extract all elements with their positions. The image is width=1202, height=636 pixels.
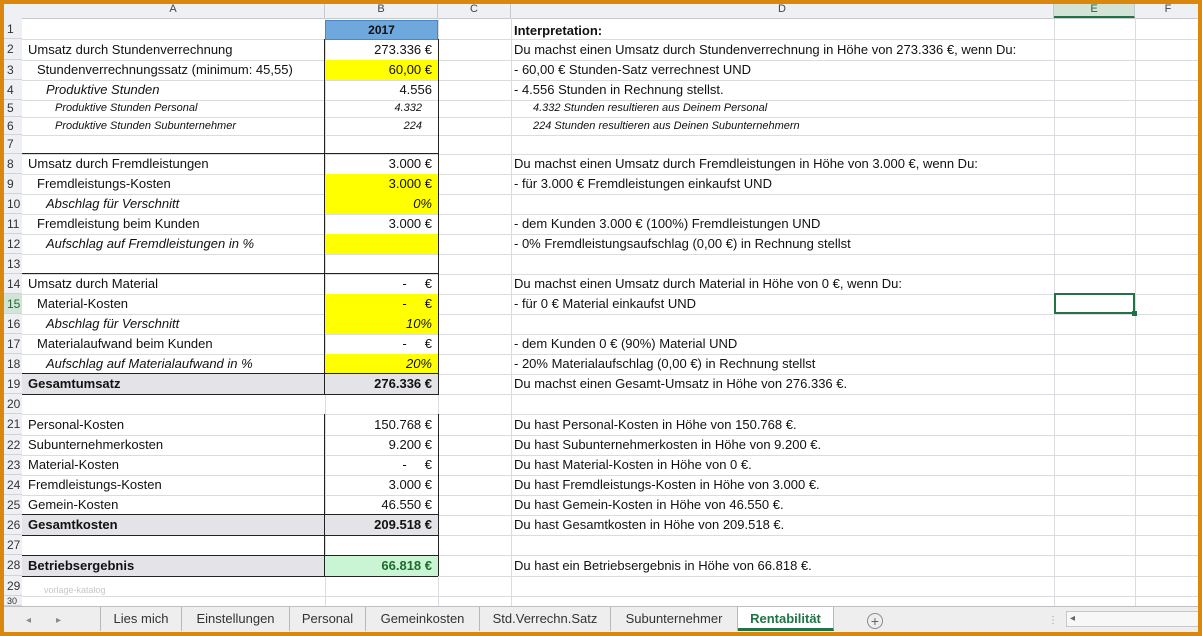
sheet-tab-lies-mich[interactable]: Lies mich [100, 607, 182, 631]
row-header[interactable]: 28 [0, 555, 22, 576]
cell-a26[interactable]: Gesamtkosten [28, 517, 118, 532]
cell-a5[interactable]: Produktive Stunden Personal [55, 102, 198, 114]
sheet-tab-einstellungen[interactable]: Einstellungen [182, 607, 290, 631]
row-header[interactable]: 23 [0, 455, 22, 475]
row-header[interactable]: 16 [0, 314, 22, 334]
cell-d19[interactable]: Du machst einen Gesamt-Umsatz in Höhe von 276.336 €. [514, 376, 848, 391]
cell-b2[interactable]: 273.336 € [374, 42, 432, 57]
row-header[interactable]: 19 [0, 374, 22, 394]
cell-a6[interactable]: Produktive Stunden Subunternehmer [55, 120, 237, 132]
cell-a25[interactable]: Gemein-Kosten [28, 497, 119, 512]
cell-b6[interactable]: 224 [403, 120, 422, 132]
cell-d21[interactable]: Du hast Personal-Kosten in Höhe von 150.768 €. [514, 417, 797, 432]
row-header[interactable]: 27 [0, 535, 22, 555]
cell-b11[interactable]: 3.000 € [388, 216, 432, 231]
cell-b10[interactable]: 0% [413, 196, 432, 211]
column-header-c[interactable]: C [438, 0, 511, 18]
tab-splitter-icon[interactable]: ⋮ [1048, 615, 1058, 626]
cell-b15[interactable]: - € [402, 296, 432, 311]
column-header-f[interactable]: F [1135, 0, 1202, 18]
cell-a24[interactable]: Fremdleistungs-Kosten [28, 477, 162, 492]
cell-a23[interactable]: Material-Kosten [28, 457, 120, 472]
cell-b8[interactable]: 3.000 € [388, 156, 432, 171]
cell-b14[interactable]: - € [402, 276, 432, 291]
cell-d4[interactable]: - 4.556 Stunden in Rechnung stellst. [514, 82, 724, 97]
cell-b3[interactable]: 60,00 € [388, 62, 432, 77]
row-header[interactable]: 9 [0, 174, 22, 194]
cell-d3[interactable]: - 60,00 € Stunden-Satz verrechnest UND [514, 62, 752, 77]
row-header[interactable]: 29 [0, 576, 22, 596]
row-header[interactable]: 26 [0, 515, 22, 535]
cell-a8[interactable]: Umsatz durch Fremdleistungen [28, 156, 209, 171]
row-header[interactable]: 1 [0, 19, 22, 39]
row-header[interactable]: 4 [0, 80, 22, 100]
row-header[interactable]: 13 [0, 254, 22, 274]
cell-a17[interactable]: Materialaufwand beim Kunden [37, 336, 213, 351]
row-header[interactable]: 8 [0, 154, 22, 174]
cell-a21[interactable]: Personal-Kosten [28, 417, 125, 432]
cell-b18[interactable]: 20% [405, 356, 432, 371]
cell-d25[interactable]: Du hast Gemein-Kosten in Höhe von 46.550 €. [514, 497, 784, 512]
row-header[interactable]: 14 [0, 274, 22, 294]
sheet-tab-gemeinkosten[interactable]: Gemeinkosten [366, 607, 480, 631]
cell-a22[interactable]: Subunternehmerkosten [28, 437, 164, 452]
row-header[interactable]: 18 [0, 354, 22, 374]
cell-d1[interactable]: Interpretation: [514, 23, 603, 38]
cell-a18[interactable]: Aufschlag auf Materialaufwand in % [46, 356, 253, 371]
cell-d14[interactable]: Du machst einen Umsatz durch Material in Höhe von 0 €, wenn Du: [514, 276, 903, 291]
cell-b4[interactable]: 4.556 [399, 82, 432, 97]
cell-d12[interactable]: - 0% Fremdleistungsaufschlag (0,00 €) in Rechnung stellst [514, 236, 851, 251]
cell-b25[interactable]: 46.550 € [381, 497, 432, 512]
row-header[interactable]: 2 [0, 39, 22, 60]
column-header-b[interactable]: B [325, 0, 438, 18]
sheet-tab-personal[interactable]: Personal [290, 607, 366, 631]
cell-d23[interactable]: Du hast Material-Kosten in Höhe von 0 €. [514, 457, 752, 472]
cell-d18[interactable]: - 20% Materialaufschlag (0,00 €) in Rechnung stellst [514, 356, 816, 371]
sheet-tab-subunternehmer[interactable]: Subunternehmer [611, 607, 738, 631]
cell-a11[interactable]: Fremdleistung beim Kunden [37, 216, 200, 231]
tab-scroll-left-icon[interactable]: ◂ [26, 615, 32, 626]
cell-d6[interactable]: 224 Stunden resultieren aus Deinen Subunternehmern [533, 120, 800, 132]
row-header[interactable]: 5 [0, 100, 22, 117]
cell-d26[interactable]: Du hast Gesamtkosten in Höhe von 209.518 €. [514, 517, 785, 532]
cell-b17[interactable]: - € [402, 336, 432, 351]
cell-b19[interactable]: 276.336 € [374, 376, 432, 391]
cell-d2[interactable]: Du machst einen Umsatz durch Stundenverrechnung in Höhe von 273.336 €, wenn Du: [514, 42, 1017, 57]
cell-b9[interactable]: 3.000 € [388, 176, 432, 191]
cell-a15[interactable]: Material-Kosten [37, 296, 129, 311]
cell-a9[interactable]: Fremdleistungs-Kosten [37, 176, 171, 191]
cell-a2[interactable]: Umsatz durch Stundenverrechnung [28, 42, 233, 57]
watermark-text: vorlage-katalog [44, 585, 106, 595]
scroll-left-icon[interactable]: ◂ [1070, 613, 1076, 624]
cell-a14[interactable]: Umsatz durch Material [28, 276, 159, 291]
row-header[interactable]: 12 [0, 234, 22, 254]
cell-b22[interactable]: 9.200 € [388, 437, 432, 452]
cell-b28[interactable]: 66.818 € [381, 558, 432, 573]
row-header[interactable]: 10 [0, 194, 22, 214]
row-header[interactable]: 30 [0, 596, 22, 606]
column-header-a[interactable]: A [22, 0, 325, 18]
cell-a16[interactable]: Abschlag für Verschnitt [46, 316, 180, 331]
add-sheet-icon[interactable]: + [867, 613, 883, 629]
cell-d28[interactable]: Du hast ein Betriebsergebnis in Höhe von 66.818 €. [514, 558, 812, 573]
cell-b5[interactable]: 4.332 [394, 102, 422, 114]
column-header-d[interactable]: D [511, 0, 1054, 18]
row-header-selected[interactable]: 15 [0, 294, 22, 314]
cell-d17[interactable]: - dem Kunden 0 € (90%) Material UND [514, 336, 738, 351]
cell-b26[interactable]: 209.518 € [374, 517, 432, 532]
cell-a12[interactable]: Aufschlag auf Fremdleistungen in % [46, 236, 255, 251]
row-header[interactable]: 25 [0, 495, 22, 515]
cell-d5[interactable]: 4.332 Stunden resultieren aus Deinem Personal [533, 102, 768, 114]
row-header[interactable]: 6 [0, 117, 22, 135]
row-header[interactable]: 3 [0, 60, 22, 80]
cell-a28[interactable]: Betriebsergebnis [28, 558, 135, 573]
row-header[interactable]: 21 [0, 414, 22, 435]
row-header[interactable]: 22 [0, 435, 22, 455]
cell-b23[interactable]: - € [402, 457, 432, 472]
row-header[interactable]: 20 [0, 394, 22, 414]
cell-a19[interactable]: Gesamtumsatz [28, 376, 121, 391]
cell-a4[interactable]: Produktive Stunden [46, 82, 160, 97]
tab-scroll-right-icon[interactable]: ▸ [56, 615, 62, 626]
cell-b24[interactable]: 3.000 € [388, 477, 432, 492]
sheet-tab-std-verrechn-satz[interactable]: Std.Verrechn.Satz [480, 607, 611, 631]
cell-d8[interactable]: Du machst einen Umsatz durch Fremdleistungen in Höhe von 3.000 €, wenn Du: [514, 156, 978, 171]
cell-b16[interactable]: 10% [405, 316, 432, 331]
row-header[interactable]: 17 [0, 334, 22, 354]
cell-d9[interactable]: - für 3.000 € Fremdleistungen einkaufst UND [514, 176, 772, 191]
row-header[interactable]: 24 [0, 475, 22, 495]
cell-a10[interactable]: Abschlag für Verschnitt [46, 196, 180, 211]
row-header[interactable]: 7 [0, 135, 22, 154]
cell-d22[interactable]: Du hast Subunternehmerkosten in Höhe von 9.200 €. [514, 437, 822, 452]
cell-a3[interactable]: Stundenverrechnungssatz (minimum: 45,55) [37, 62, 293, 77]
row-header[interactable]: 11 [0, 214, 22, 234]
cell-d11[interactable]: - dem Kunden 3.000 € (100%) Fremdleistungen UND [514, 216, 821, 231]
cell-d15[interactable]: - für 0 € Material einkaufst UND [514, 296, 697, 311]
column-header-e[interactable]: E [1054, 0, 1135, 18]
cell-d24[interactable]: Du hast Fremdleistungs-Kosten in Höhe von 3.000 €. [514, 477, 820, 492]
sheet-tab-rentabilitaet[interactable]: Rentabilität [738, 607, 834, 631]
year-header-b1[interactable]: 2017 [325, 20, 438, 40]
cell-b21[interactable]: 150.768 € [374, 417, 432, 432]
